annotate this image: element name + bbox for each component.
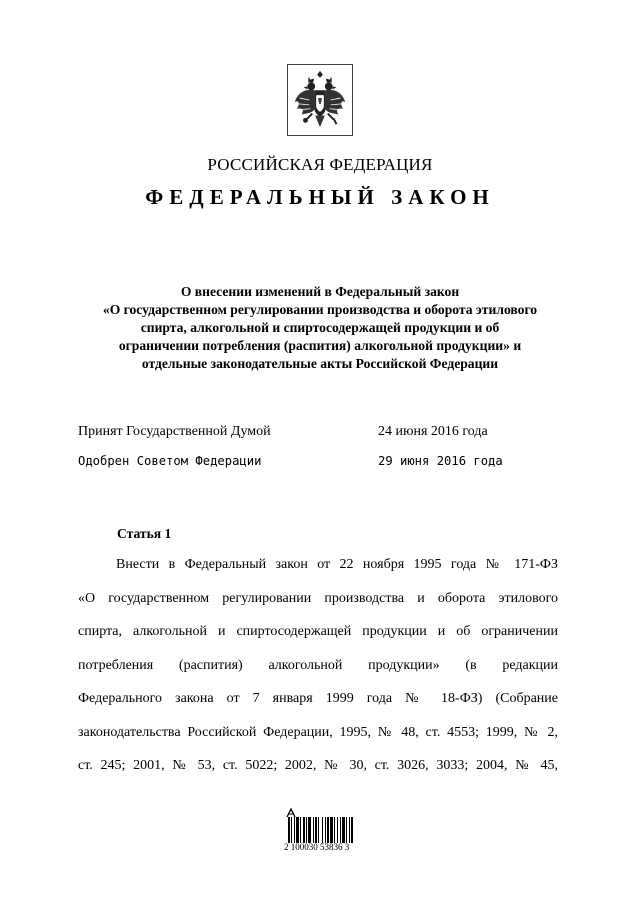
barcode-block — [280, 808, 390, 854]
barcode-bar — [303, 817, 305, 843]
body-line: Внести в Федеральный закон от 22 ноября 1995 года № 171-ФЗ — [116, 557, 558, 572]
adoption-duma — [78, 424, 488, 440]
barcode-bar — [313, 817, 314, 843]
barcode-bar — [318, 817, 319, 843]
barcode-bar — [291, 817, 292, 843]
duma-label: Принят Государственной Думой — [78, 424, 271, 439]
title-line: О внесении изменений в Федеральный закон — [180, 284, 460, 299]
barcode-bar — [300, 817, 301, 843]
barcode-bar — [325, 817, 326, 843]
title-line: ограничении потребления (распития) алкогольной продукции» и — [118, 338, 522, 353]
barcode-bar — [322, 817, 323, 843]
barcode-bar — [351, 817, 353, 843]
body-line: потребления (распития) алкогольной продукции» (в редакции — [78, 657, 558, 673]
title-line: спирта, алкогольной и спиртосодержащей продукции и об — [140, 320, 500, 335]
body-line: спирта, алкогольной и спиртосодержащей продукции и об ограничении — [78, 624, 558, 639]
article-body — [78, 555, 558, 790]
body-line: законодательства Российской Федерации, 1995, № 48, ст. 4553; 1999, № 2, — [78, 724, 558, 740]
barcode-bar — [327, 817, 329, 843]
country-name: РОССИЙСКАЯ ФЕДЕРАЦИЯ — [207, 155, 433, 174]
barcode-bar — [288, 817, 290, 843]
barcode-bar — [306, 817, 307, 843]
article-heading: Статья 1 — [117, 526, 172, 541]
barcode-icon — [288, 817, 374, 843]
barcode-bar — [294, 817, 295, 843]
body-line: Федерального закона от 7 января 1999 года № 18-ФЗ) (Собрание — [78, 691, 558, 706]
document-type: ФЕДЕРАЛЬНЫЙ ЗАКОН — [145, 185, 495, 209]
barcode-number: 2 100030 53836 3 — [284, 842, 350, 852]
adoption-council — [78, 454, 503, 468]
body-line: ст. 245; 2001, № 53, ст. 5022; 2002, № 30, ст. 3026, 3033; 2004, № 45, — [78, 758, 558, 773]
duma-date: 24 июня 2016 года — [378, 424, 488, 439]
barcode-bar — [330, 817, 333, 843]
title-line: отдельные законодательные акты Российской Федерации — [141, 356, 499, 371]
barcode-bar — [337, 817, 338, 843]
body-line: «О государственном регулировании производства и оборота этилового — [78, 590, 558, 606]
barcode-bar — [349, 817, 350, 843]
barcode-bar — [308, 817, 311, 843]
barcode-bar — [340, 817, 341, 843]
double-headed-eagle-icon — [288, 65, 352, 135]
law-title — [70, 283, 570, 373]
council-label: Одобрен Советом Федерации — [78, 454, 262, 468]
barcode-bar — [342, 817, 345, 843]
council-date: 29 июня 2016 года — [378, 454, 503, 468]
state-emblem-icon — [287, 64, 353, 136]
barcode-bar — [346, 817, 347, 843]
barcode-bar — [334, 817, 335, 843]
barcode-bar — [315, 817, 317, 843]
title-line: «О государственном регулировании производства и оборота этилового — [102, 302, 538, 317]
barcode-bar — [296, 817, 299, 843]
